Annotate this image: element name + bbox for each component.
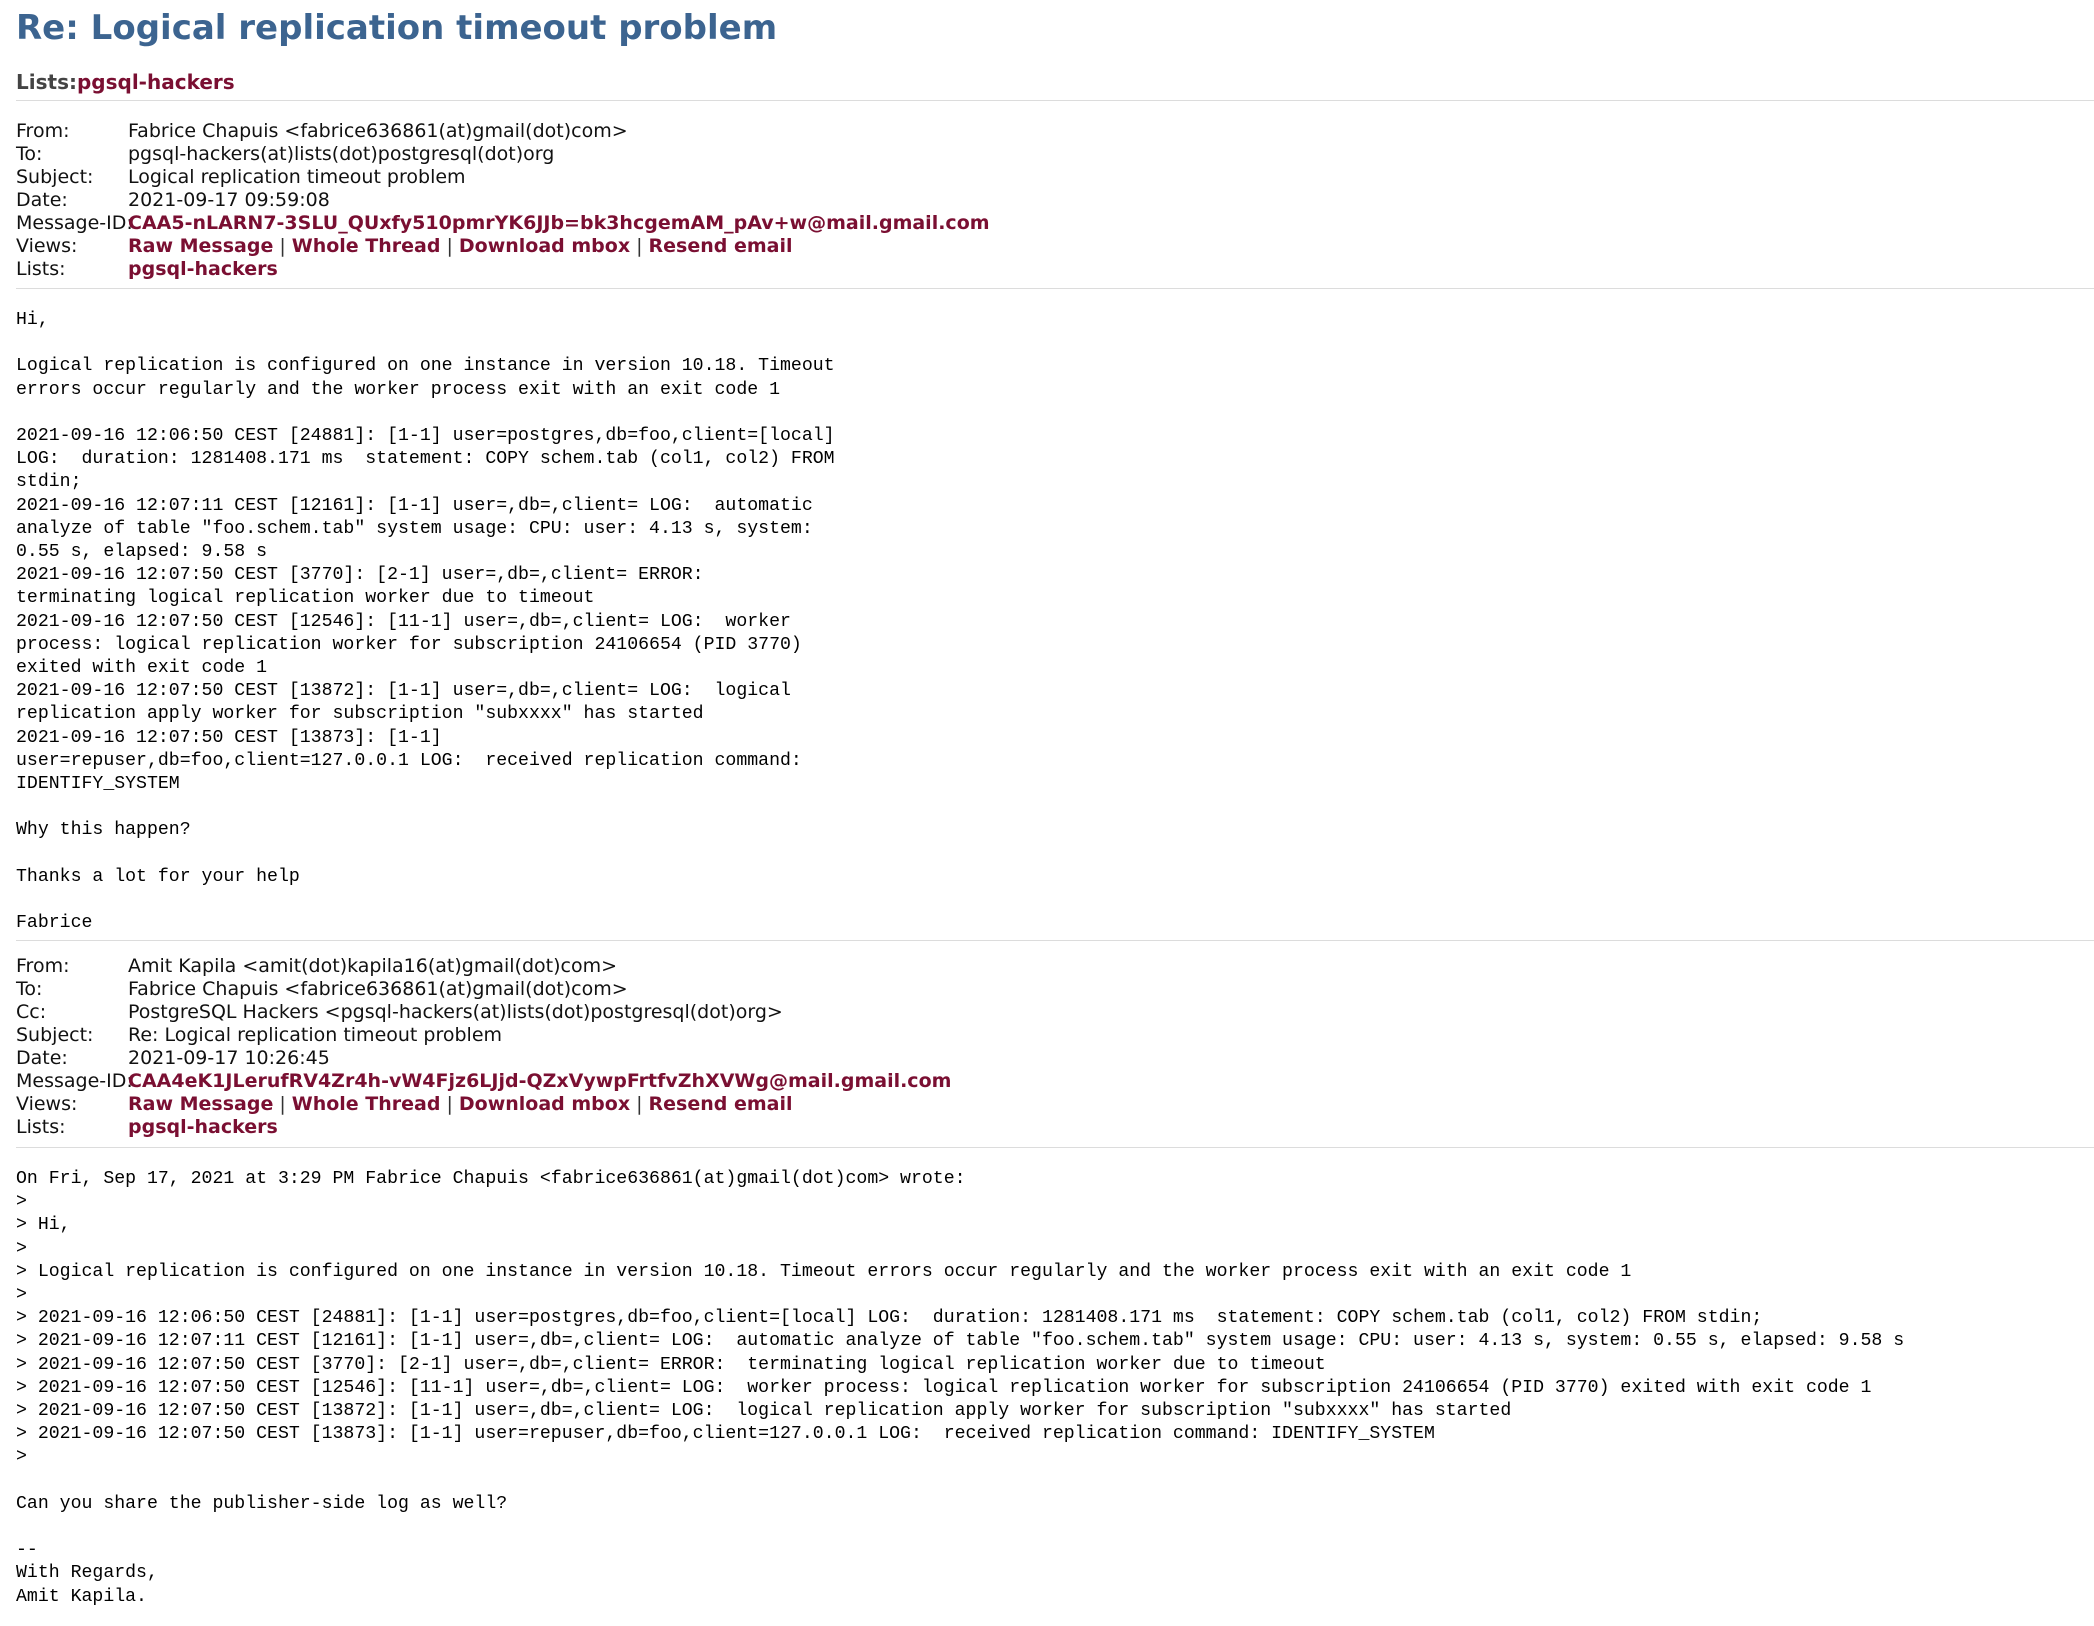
divider (16, 940, 2094, 941)
views-separator: | (279, 235, 286, 257)
views-separator: | (446, 1093, 453, 1115)
message-body-1: Hi, Logical replication is configured on one instance in version 10.18. Timeout errors occur regularly and the worker process exit with an exit code 1 2021-09-16 12:06:50 CEST [24881]: [1-1] user=postgres,db=foo,client=[local] LOG: duration: 1281408.171 ms statement: COPY schem.tab (col1, col2) FROM stdin; 2021-09-16 12:07:11 CEST [12161]: [1-1] user=,db=,client= LOG: automatic analyze of table "foo.schem.tab" system usage: CPU: user: 4.13 s, system: 0.55 s, elapsed: 9.58 s 2021-09-16 12:07:50 CEST [3770]: [2-1] user=,db=,client= ERROR: terminating logical replication worker due to timeout 2021-09-16 12:07:50 CEST [12546]: [11-1] user=,db=,client= LOG: worker process: logical replication worker for subscription 24106654 (PID 3770) exited with exit code 1 2021-09-16 12:07:50 CEST [13872]: [1-1] user=,db=,client= LOG: logical replication apply worker for subscription "subxxxx" has started 2021-09-16 12:07:50 CEST [13873]: [1-1] user=repuser,db=foo,client=127.0.0.1 LOG: received replication command: IDENTIFY_SYSTEM Why this happen? Thanks a lot for your help Fabrice (16, 310, 835, 934)
cc-row (16, 1001, 951, 1024)
cc-value: PostgreSQL Hackers <pgsql-hackers(at)lists(dot)postgresql(dot)org> (128, 1001, 783, 1023)
divider (16, 100, 2094, 101)
raw-message-link[interactable]: Raw Message (128, 1093, 274, 1115)
lists-link[interactable]: pgsql-hackers (128, 258, 278, 280)
whole-thread-link[interactable]: Whole Thread (291, 1093, 441, 1115)
page-title: Re: Logical replication timeout problem (16, 8, 778, 48)
from-value: Fabrice Chapuis <fabrice636861(at)gmail(dot)com> (128, 120, 628, 142)
views-separator: | (279, 1093, 286, 1115)
message-id-label: Message-ID: (16, 212, 133, 234)
to-row (16, 143, 990, 166)
lists-link[interactable]: pgsql-hackers (76, 70, 235, 94)
cc-label: Cc: (16, 1001, 47, 1023)
date-label: Date: (16, 189, 68, 211)
date-label: Date: (16, 1047, 68, 1069)
views-separator: | (636, 235, 643, 257)
views-label: Views: (16, 235, 78, 257)
to-label: To: (16, 978, 43, 1000)
download-mbox-link[interactable]: Download mbox (458, 235, 631, 257)
whole-thread-link[interactable]: Whole Thread (291, 235, 441, 257)
from-row (16, 955, 951, 978)
resend-email-link[interactable]: Resend email (648, 235, 793, 257)
from-label: From: (16, 120, 70, 142)
date-value: 2021-09-17 10:26:45 (128, 1047, 330, 1069)
to-value: Fabrice Chapuis <fabrice636861(at)gmail(dot)com> (128, 978, 628, 1000)
lists-label: Lists: (16, 70, 77, 94)
message-headers-1 (16, 120, 990, 281)
subject-value: Re: Logical replication timeout problem (128, 1024, 503, 1046)
from-value: Amit Kapila <amit(dot)kapila16(at)gmail(dot)com> (128, 955, 617, 977)
lists-label: Lists: (16, 1116, 66, 1138)
from-row (16, 120, 990, 143)
message-body-2: On Fri, Sep 17, 2021 at 3:29 PM Fabrice Chapuis <fabrice636861(at)gmail(dot)com> wrote: > > Hi, > > Logical replication is configured on one instance in version 10.18. Timeout errors occur regularly and the worker process exit with an exit code 1 > > 2021-09-16 12:06:50 CEST [24881]: [1-1] user=postgres,db=foo,client=[local] LOG: duration: 1281408.171 ms statement: COPY schem.tab (col1, col2) FROM stdin; > 2021-09-16 12:07:11 CEST [12161]: [1-1] user=,db=,client= LOG: automatic analyze of table "foo.schem.tab" system usage: CPU: user: 4.13 s, system: 0.55 s, elapsed: 9.58 s > 2021-09-16 12:07:50 CEST [3770]: [2-1] user=,db=,client= ERROR: terminating logical replication worker due to timeout > 2021-09-16 12:07:50 CEST [12546]: [11-1] user=,db=,client= LOG: worker process: logical replication worker for subscription 24106654 (PID 3770) exited with exit code 1 > 2021-09-16 12:07:50 CEST [13872]: [1-1] user=,db=,client= LOG: logical replication apply worker for subscription "subxxxx" has started > 2021-09-16 12:07:50 CEST [13873]: [1-1] user=repuser,db=foo,client=127.0.0.1 LOG: received replication command: IDENTIFY_SYSTEM > Can you share the publisher-side log as well? -- With Regards, Amit Kapila. (16, 1169, 1905, 1607)
views-separator: | (446, 235, 453, 257)
date-value: 2021-09-17 09:59:08 (128, 189, 330, 211)
date-row (16, 1047, 951, 1070)
subject-row (16, 166, 990, 189)
message-id-row (16, 212, 990, 235)
lists-label: Lists: (16, 258, 66, 280)
views-label: Views: (16, 1093, 78, 1115)
subject-label: Subject: (16, 1024, 94, 1046)
to-value: pgsql-hackers(at)lists(dot)postgresql(dot)org (128, 143, 555, 165)
message-id-label: Message-ID: (16, 1070, 133, 1092)
download-mbox-link[interactable]: Download mbox (458, 1093, 631, 1115)
message-id-link[interactable]: CAA4eK1JLerufRV4Zr4h-vW4Fjz6LJjd-QZxVywpFrtfvZhXVWg@mail.gmail.com (128, 1070, 952, 1092)
date-row (16, 189, 990, 212)
to-row (16, 978, 951, 1001)
to-label: To: (16, 143, 43, 165)
lists-row (16, 1116, 951, 1139)
raw-message-link[interactable]: Raw Message (128, 235, 274, 257)
lists-row (16, 258, 990, 281)
views-separator: | (636, 1093, 643, 1115)
from-label: From: (16, 955, 70, 977)
message-id-row (16, 1070, 951, 1093)
views-row (16, 235, 990, 258)
message-headers-2 (16, 955, 951, 1139)
divider (16, 288, 2094, 289)
views-row (16, 1093, 951, 1116)
subject-value: Logical replication timeout problem (128, 166, 466, 188)
subject-row (16, 1024, 951, 1047)
subject-label: Subject: (16, 166, 94, 188)
lists-header (16, 70, 235, 94)
resend-email-link[interactable]: Resend email (648, 1093, 793, 1115)
divider (16, 1147, 2094, 1148)
message-id-link[interactable]: CAA5-nLARN7-3SLU_QUxfy510pmrYK6JJb=bk3hcgemAM_pAv+w@mail.gmail.com (128, 212, 990, 234)
lists-link[interactable]: pgsql-hackers (128, 1116, 278, 1138)
